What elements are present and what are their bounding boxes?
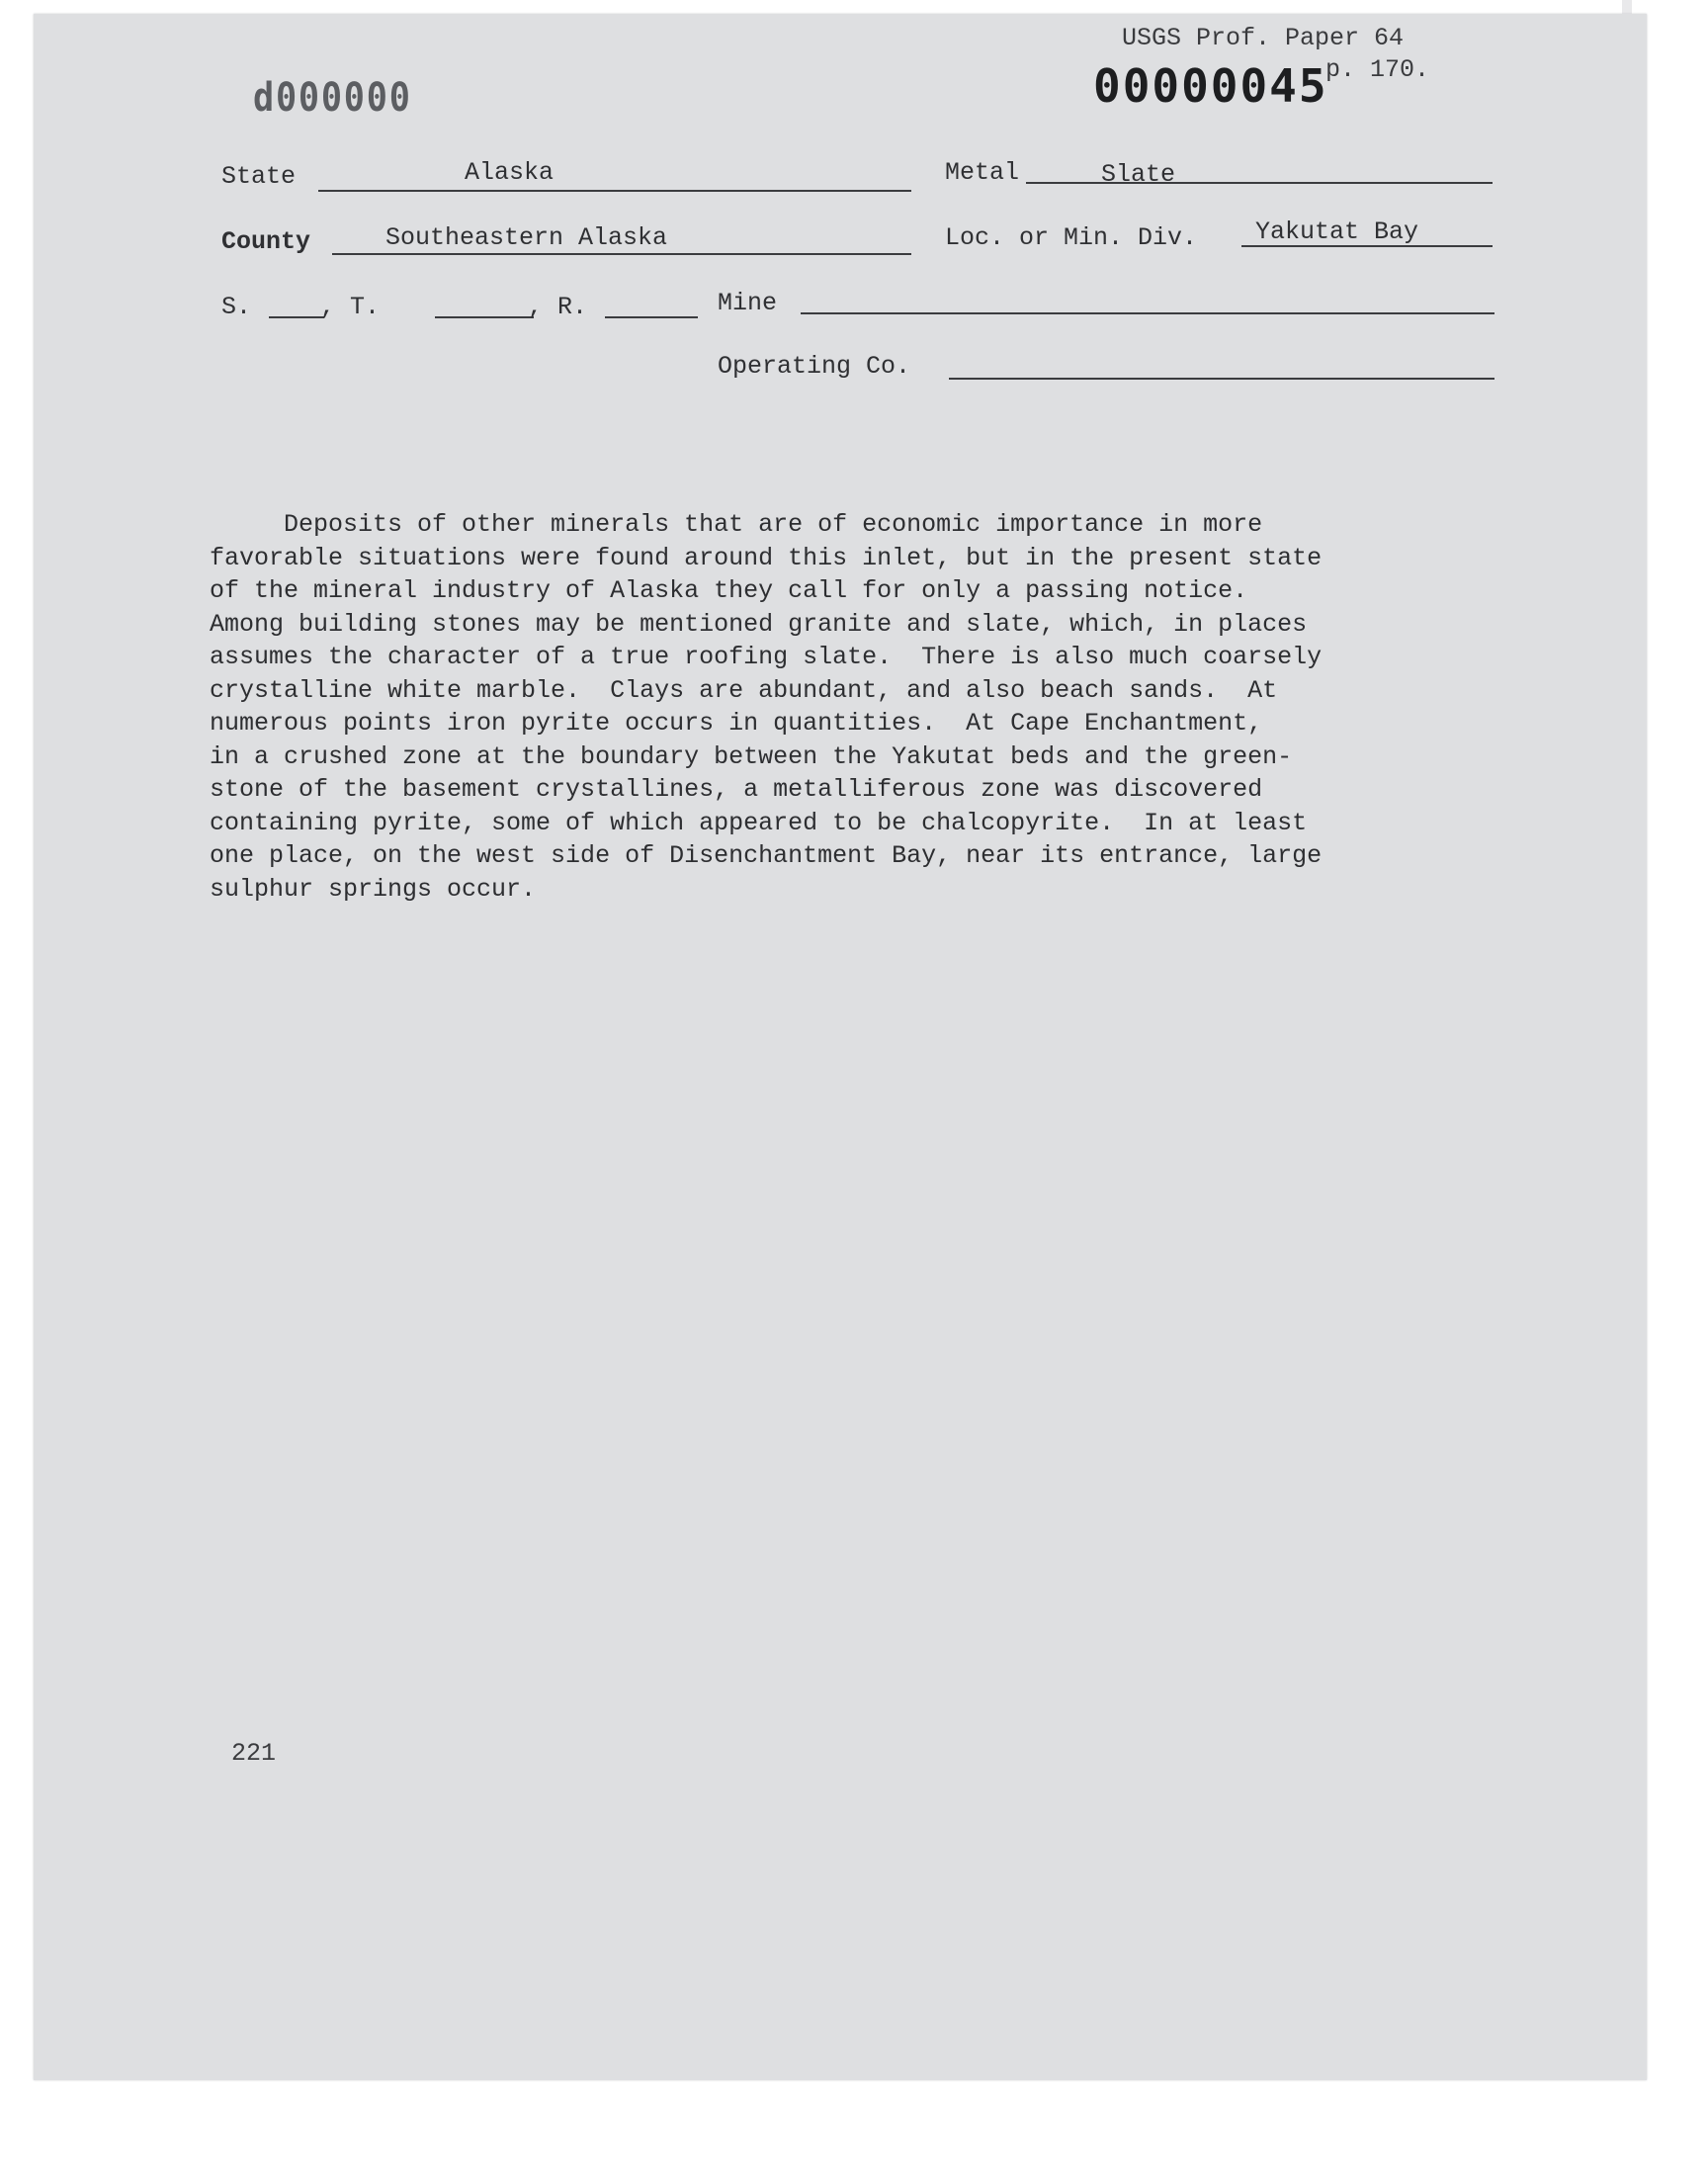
location-value: Yakutat Bay [1255, 218, 1419, 246]
body-line: stone of the basement crystallines, a metalliferous zone was discovered [210, 775, 1263, 804]
body-line: containing pyrite, some of which appeared to be chalcopyrite. In at least [210, 808, 1308, 837]
stamp-document-number: 00000045 [1093, 59, 1328, 113]
stamp-number-faded: d000000 [253, 75, 412, 121]
state-value: Alaska [465, 158, 555, 187]
range-underline [605, 316, 698, 318]
body-line: favorable situations were found around this inlet, but in the present state [210, 543, 1323, 572]
body-line: numerous points iron pyrite occurs in quantities. At Cape Enchantment, [210, 709, 1263, 738]
body-line: in a crushed zone at the boundary between the Yakutat beds and the green- [210, 741, 1293, 771]
body-line: Deposits of other minerals that are of economic importance in more [210, 510, 1263, 539]
body-line: sulphur springs occur. [210, 874, 537, 904]
state-label: State [221, 162, 297, 191]
scanned-page [34, 14, 1647, 2080]
county-label: County [221, 227, 311, 256]
operating-company-underline [949, 378, 1494, 380]
state-underline [318, 190, 911, 192]
mine-underline [801, 312, 1494, 314]
body-line: one place, on the west side of Disenchantment Bay, near its entrance, large [210, 841, 1323, 870]
county-underline [332, 253, 911, 255]
reference-citation: USGS Prof. Paper 64 [1122, 24, 1405, 52]
body-line: assumes the character of a true roofing slate. There is also much coarsely [210, 643, 1323, 671]
township-label: , T. [320, 293, 381, 321]
county-value: Southeastern Alaska [385, 223, 668, 252]
reference-page: p. 170. [1325, 55, 1430, 84]
body-line: Among building stones may be mentioned granite and slate, which, in places [210, 609, 1308, 639]
operating-company-label: Operating Co. [718, 352, 911, 381]
metal-underline [1026, 182, 1493, 184]
body-line: of the mineral industry of Alaska they call for only a passing notice. [210, 576, 1248, 605]
body-paragraph [210, 508, 1524, 906]
body-line: crystalline white marble. Clays are abundant, and also beach sands. At [210, 675, 1278, 705]
section-underline [269, 316, 324, 318]
metal-label: Metal [945, 158, 1020, 187]
township-underline [435, 316, 534, 318]
section-label: S. [221, 293, 252, 321]
metal-value: Slate [1101, 160, 1176, 189]
range-label: , R. [528, 293, 588, 321]
location-label: Loc. or Min. Div. [945, 223, 1198, 252]
mine-label: Mine [718, 289, 778, 317]
page-number: 221 [231, 1739, 277, 1768]
